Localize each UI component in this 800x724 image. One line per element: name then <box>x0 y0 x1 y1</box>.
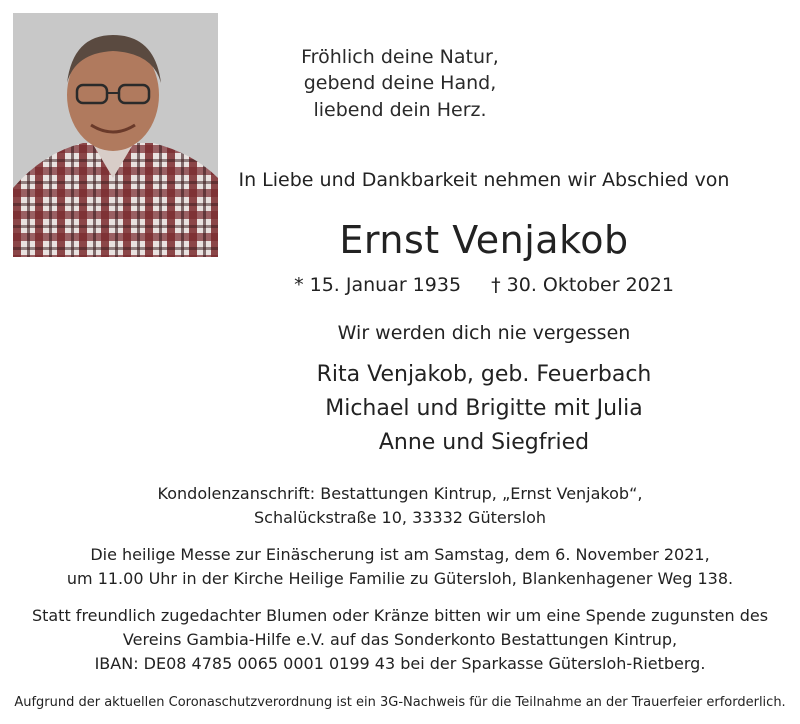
condolence-line-2: Schalückstraße 10, 33332 Gütersloh <box>253 508 546 527</box>
family-line-3: Anne und Siegfried <box>378 430 590 455</box>
birth-date: * 15. Januar 1935 <box>294 274 462 296</box>
family-line-1: Rita Venjakob, geb. Feuerbach <box>316 362 652 387</box>
mass-line-1: Die heilige Messe zur Einäscherung ist am Samstag, dem 6. November 2021, <box>90 545 710 564</box>
deceased-name: Ernst Venjakob <box>339 218 629 262</box>
death-date: † 30. Oktober 2021 <box>491 274 674 296</box>
donation-line-2: Vereins Gambia-Hilfe e.V. auf das Sonderkonto Bestattungen Kintrup, <box>122 630 678 649</box>
donation-line-1: Statt freundlich zugedachter Blumen oder Kränze bitten wir um eine Spende zugunsten des <box>31 606 769 625</box>
verse-line-1: Fröhlich deine Natur, <box>301 46 499 68</box>
verse-line-3: liebend dein Herz. <box>313 99 487 121</box>
mass-line-2: um 11.00 Uhr in der Kirche Heilige Familie zu Gütersloh, Blankenhagener Weg 138. <box>66 569 734 588</box>
life-dates <box>224 274 744 296</box>
verse-line-2: gebend deine Hand, <box>303 72 497 94</box>
remembrance-line: Wir werden dich nie vergessen <box>337 322 631 344</box>
farewell-intro: In Liebe und Dankbarkeit nehmen wir Abschied von <box>238 169 730 191</box>
covid-notice: Aufgrund der aktuellen Coronaschutzverordnung ist ein 3G-Nachweis für die Teilnahme an der Trauerfeier erforderlich. <box>14 695 786 710</box>
family-line-2: Michael und Brigitte mit Julia <box>325 396 643 421</box>
condolence-line-1: Kondolenzanschrift: Bestattungen Kintrup, „Ernst Venjakob“, <box>157 484 643 503</box>
donation-line-3: IBAN: DE08 4785 0065 0001 0199 43 bei der Sparkasse Gütersloh-Rietberg. <box>94 654 706 673</box>
